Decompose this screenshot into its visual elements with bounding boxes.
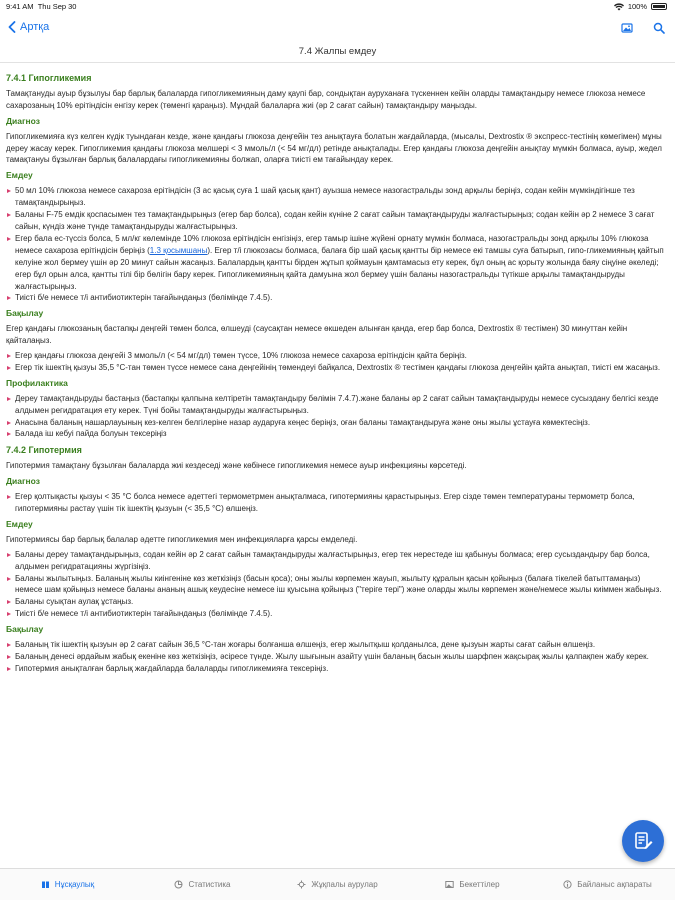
chart-icon [174,880,183,889]
status-right [614,2,667,11]
info-icon [563,880,572,889]
tab-label: Нұсқаулық [54,880,95,889]
subsection-heading: Диагноз [6,115,40,126]
list-item: Баланы дереу тамақтандырыңыз, содан кейін әр 2 сағат сайын тамақтандыруды жалғастырыңыз, егер тек нерестеде іш қабынуы болмаса; егер сусыздандыру бар болса, алдымен регидратацияны жүргізіңіз. [6,549,664,573]
subsection-heading: Профилактика [6,377,68,388]
paragraph: Гипогликемияға күз келген күдік туындаған кезде, және қандағы глюкоза деңгейін тез анықтауға болатын жағдайларда, (мысалы, Dextrostix ® экспресс-тестінің көмегімен) мұны дереу жасау керек. Гипогликемия қандағы глюкоза мөлшері < 3 ммоль/л (< 54 мг/дл) ретінде анықталады. Егер қандағы глюкоза деңгейін анықтау мүмкін болмаса, ауыр, жедел тамақтануы бұзылған барлық балалардағы гипогликемияны болжап, оларға тиісті ем тағайындау керек. [6,131,662,165]
back-label: Артқа [20,21,50,33]
list-item: 50 мл 10% глюкоза немесе сахароза ерітіндісін (3 ас қасық суға 1 шай қасық қант) ауызша немесе назогастральды зонд арқылы беріңіз, содан кейін мүмкіндігінше тез тамақтандырыңыз. [6,185,664,209]
list-item: Баланың тік ішектің қызуын әр 2 сағат сайын 36,5 °C-тан жоғары болғанша өлшеңіз, егер жылытқыш қолданылса, дене қызуын жарты сағат сайын өлшеңіз. [6,639,664,651]
battery-icon [651,3,667,10]
tab-infectious-diseases[interactable] [270,869,405,900]
list-item: Егер қандағы глюкоза деңгейі 3 ммоль/л (< 54 мг/дл) төмен түссе, 10% глюкоза немесе сахароза ерітіндісін қайта беріңіз. [6,350,664,362]
list-item: Дереу тамақтандыруды бастаңыз (бастапқы қалпына келтіретін тамақтандыру бөлімін 7.4.7).және баланы әр 2 сағат сайын тамақтандыруды немесе сусыздану белгісі кезде алдымен регидратация ету керек. Түні бойы тамақтандыруды жалғастырыңыз. [6,393,664,417]
back-button[interactable] [8,21,49,33]
wifi-icon [614,3,624,11]
list-item: Егер бала ес-түссіз болса, 5 мл/кг көлемінде 10% глюкоза ерітіндісін енгізіңіз, егер тамыр ішіне жүйені орнату мүмкін болмаса, назогастральды зонд арқылы 10% глюкоза немесе сахароза ерітіндісін беріңіз (1.3 қосымшаны). Егер т/і глюкозасы болмаса, балаға бір шай қасық қантты бір немесе екі тамшы суға батырып, гипо-гликемияның қайтып келуіне жол бермеу үшін әр 20 минут сайын жасаңыз. Балалардың қантты бірден жұтып қоймауын қамтамасыз ету керек, бұл оның ас қорыту жолында баяу сіңуіне әкеледі; егер бұл орын алса, қантты тілі бір бөлігін бару керек. Гипогликемияның қайта дамуына жол бермеу үшін баланы назогастральды түтікше арқылы тамақтандыруды жалғастырыңыз. [6,233,664,293]
list-item: Баланы суықтан аулақ ұстаңыз. [6,596,664,608]
bullet-list [6,393,664,441]
list-item: Баланың денесі әрдайым жабық екеніне көз жеткізіңіз, әсіресе түнде. Жылу шығынын азайту үшін баланың басын жылы шарфпен жақсырақ жылы қалпақпен жабу керек. [6,651,664,663]
list-item: Балада іш кебуі пайда болуын тексеріңіз [6,428,664,440]
bullet-list [6,639,664,675]
appendix-link[interactable]: 1.3 қосымшаны [149,245,208,255]
list-item: Егер қолтықасты қызуы < 35 °C болса немесе әдеттегі термометрмен анықталмаса, гипотермияны қарастырыңыз. Егер сізде төмен температураны термометр болса, гипотермияны растау үшін тік ішектің қызуын (< 35,5 °C) өлшеңіз. [6,491,664,515]
list-item: Гипотермия анықталған барлық жағдайларда балаларды гипогликемияға тексеріңіз. [6,663,664,675]
tab-statistics[interactable] [135,869,270,900]
subsection-heading: Диагноз [6,476,40,487]
tab-label: Статистика [188,880,231,889]
list-item: Егер тік ішектің қызуы 35,5 °C-тан төмен түссе немесе сана деңгейінің төмендеуі байқалса, Dextrostix ® тестімен қандағы глюкоза деңгейін қайта анықтап, тиісті ем жасаңыз. [6,362,664,374]
paragraph: Гипотермия тамақтану бұзылған балаларда жиі кездеседі және көбінесе гипогликемия немесе ауыр инфекцияны көрсетеді. [6,461,467,471]
tab-contacts[interactable] [540,869,675,900]
bullet-list [6,549,664,620]
bullet-list [6,350,664,374]
subsection-heading: Бақылау [6,624,44,635]
list-item: Тиісті б/е немесе т/і антибиотиктерін тағайындаңыз (бөлімінде 7.4.5). [6,608,664,620]
status-time: 9:41 AM Thu Sep 30 [6,2,77,11]
chevron-left-icon [8,21,16,33]
paragraph: Гипотермиясы бар барлық балалар әдетте гипогликемия мен инфекцияларға қарсы емделеді. [6,534,358,544]
tab-guide[interactable] [0,869,135,900]
paragraph: Тамақтануды ауыр бұзылуы бар барлық балаларда гипогликемияның даму қаупі бар, сондықтан ауруханаға түскеннен кейін оларды тамақтандыру немесе глюкоза немесе сахарозаның 10% ерітіндісін енгізу керек (төменгі қараңыз). Мұндай балаларға жиі (әр 2 сағат сайын) тамақтандыру маңызды. [6,88,646,110]
tab-images[interactable] [405,869,540,900]
article-content [6,68,664,868]
search-icon[interactable] [653,22,665,34]
tab-label: Жұқпалы аурулар [311,880,378,889]
virus-icon [297,880,306,889]
tab-label: Бекеттілер [459,880,500,889]
subsection-heading: Емдеу [6,170,33,181]
section-heading: 7.4.2 Гипотермия [6,445,82,456]
nav-actions [621,22,665,34]
tab-label: Байланыс ақпараты [577,880,652,889]
subsection-heading: Бақылау [6,308,44,319]
note-edit-icon [633,831,653,851]
notes-fab-button[interactable] [622,820,664,862]
section-heading: 7.4.1 Гипогликемия [6,73,92,83]
list-item: Тиісті б/е немесе т/і антибиотиктерін тағайындаңыз (бөлімінде 7.4.5). [6,292,664,304]
battery-percent: 100% [627,2,647,11]
subsection-heading: Емдеу [6,518,33,529]
navigation-bar [0,13,675,43]
status-bar [0,0,675,13]
list-item: Баланы F-75 емдік қоспасымен тез тамақтандырыңыз (егер бар болса), содан кейін күніне 2 сағат сайын тамақтандыруды жалғастырыңыз; содан кейін әр 2 немесе 3 сағат сайын, күндіз және түнде тамақтандыруды жалғастырыңыз. [6,209,664,233]
list-item: Анасына баланың нашарлауының кез-келген белгілеріне назар аударуға кеңес беріңіз, оған баланы тамақтандыруға және оны жылы ұстауға көмектесіңіз. [6,417,664,429]
list-item: Баланы жылытыңыз. Баланың жылы киінгеніне көз жеткізіңіз (басын қоса); оны жылы көрпемен жауып, жылыту құралын қасын қойыңыз (балаға тікелей батыттамаңыз) немесе шам қойыңыз немесе баланы ананың ашық кеудесіне немесе іш қуысына қойыңыз ("теріге тері") және оларды жылы көрпемен және/немесе жылы киіммен жабыңыз. [6,573,664,597]
tab-bar [0,868,675,900]
bullet-list [6,491,664,515]
bullet-list [6,185,664,304]
image-icon[interactable] [621,22,633,34]
book-icon [41,880,50,889]
paragraph: Егер қандағы глюкозаның бастапқы деңгейі төмен болса, өлшеуді (саусақтан немесе өкшеден алынған қанда, егер бар болса, Dextrostix ® тестімен) 30 минуттан кейін қайталаңыз. [6,324,628,346]
page-title: 7.4 Жалпы емдеу [0,43,675,63]
picture-icon [445,880,454,889]
